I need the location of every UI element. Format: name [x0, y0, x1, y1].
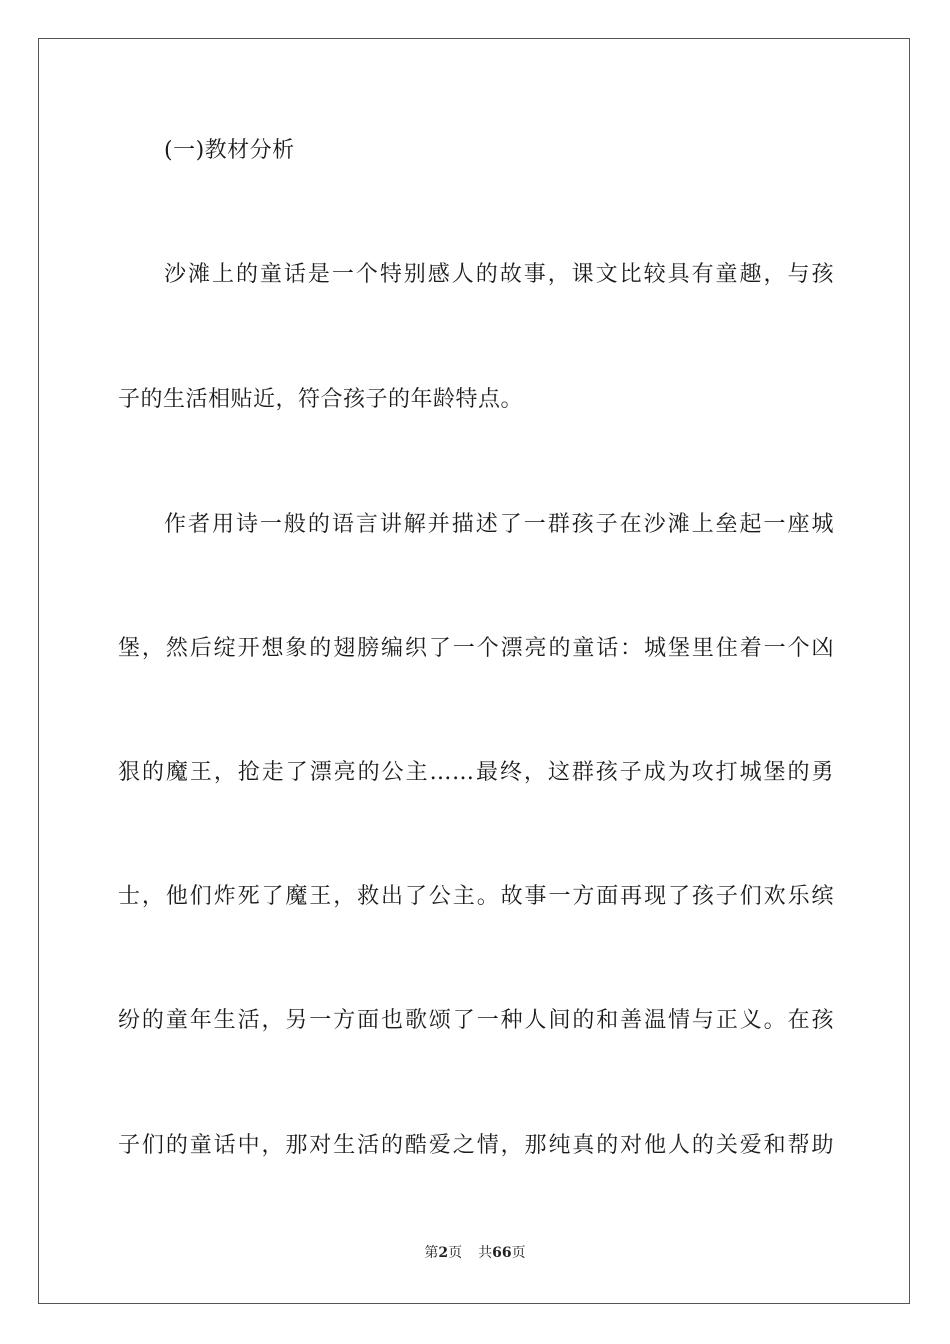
paragraph-1-line-2: 子的生活相贴近，符合孩子的年龄特点。: [118, 387, 524, 412]
paragraph-1-line-1: 沙滩上的童话是一个特别感人的故事，课文比较具有童趣，与孩: [164, 262, 834, 287]
page-prefix: 第: [424, 1245, 439, 1261]
page-border: [38, 38, 910, 1304]
section-heading: (一)教材分析: [164, 138, 295, 163]
paragraph-2-line-5: 纷的童年生活，另一方面也歌颂了一种人间的和善温情与正义。在孩: [118, 1008, 834, 1033]
page-footer: [0, 1243, 950, 1263]
total-prefix: 共: [478, 1245, 493, 1261]
paragraph-2-line-2: 堡，然后绽开想象的翅膀编织了一个漂亮的童话：城堡里住着一个凶: [118, 636, 834, 661]
total-pages: 66: [492, 1245, 512, 1261]
page-suffix: 页: [448, 1245, 463, 1261]
paragraph-2-line-3: 狠的魔王，抢走了漂亮的公主……最终，这群孩子成为攻打城堡的勇: [118, 760, 834, 785]
paragraph-2-line-6: 子们的童话中，那对生活的酷爱之情，那纯真的对他人的关爱和帮助: [118, 1133, 834, 1158]
total-suffix: 页: [511, 1245, 526, 1261]
paragraph-2-line-4: 士，他们炸死了魔王，救出了公主。故事一方面再现了孩子们欢乐缤: [118, 884, 834, 909]
page-number: 2: [438, 1245, 449, 1261]
paragraph-2-line-1: 作者用诗一般的语言讲解并描述了一群孩子在沙滩上垒起一座城: [164, 512, 834, 537]
